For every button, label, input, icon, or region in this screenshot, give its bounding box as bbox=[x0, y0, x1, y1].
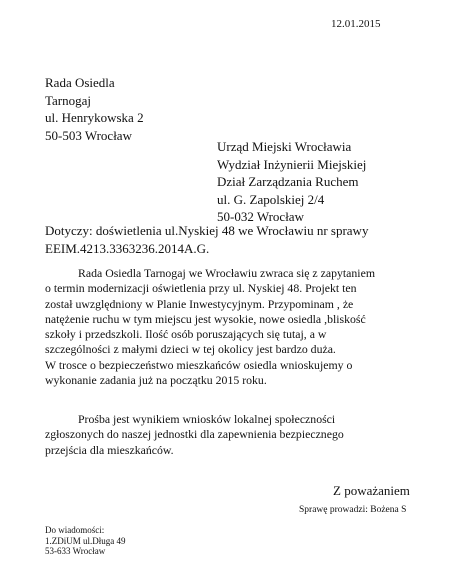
recipient-line: Wydział Inżynierii Miejskiej bbox=[217, 156, 367, 172]
body-line: przejścia dla mieszkańców. bbox=[45, 442, 174, 457]
subject-text: EEIM.4213.3363236.2014A.G. bbox=[45, 240, 210, 256]
recipient-line: ul. G. Zapolskiej 2/4 bbox=[217, 191, 325, 207]
recipient-line: Dział Zarządzania Ruchem bbox=[217, 174, 359, 190]
sender-line: ul. Henrykowska 2 bbox=[45, 110, 144, 126]
sender-line: Tarnogaj bbox=[45, 92, 92, 108]
body-line: szkoły i przedszkoli. Ilość osób poruszających się tutaj, a w bbox=[45, 327, 327, 342]
body-line: szczególności z małymi dzieci w tej okolicy jest bardzo duża. bbox=[45, 342, 336, 357]
letter-date: 12.01.2015 bbox=[331, 18, 381, 30]
body-line: wykonanie zadania już na początku 2015 roku. bbox=[45, 373, 267, 388]
cc-list bbox=[45, 525, 126, 557]
body-line: zgłoszonych do naszej jednostki dla zapewnienia bezpiecznego bbox=[45, 427, 344, 442]
recipient-address bbox=[217, 138, 366, 226]
body-line: o termin modernizacji oświetlenia przy ul. Nyskiej 48. Projekt ten bbox=[45, 281, 357, 296]
body-line: natężenie ruchu w tym miejscu jest wysokie, nowe osiedla ,bliskość bbox=[45, 311, 366, 326]
cc-line: 1.ZDiUM ul.Długa 49 bbox=[45, 535, 126, 546]
closing-salutation: Z poważaniem bbox=[333, 483, 410, 498]
recipient-line: 50-032 Wrocław bbox=[217, 209, 304, 225]
sender-line: 50-503 Wrocław bbox=[45, 127, 132, 143]
cc-title: Do wiadomości: bbox=[45, 525, 105, 535]
body-paragraph-1 bbox=[45, 266, 375, 388]
body-line: Prośba jest wynikiem wniosków lokalnej społeczności bbox=[78, 412, 336, 426]
recipient-line: Urząd Miejski Wrocławia bbox=[217, 139, 352, 154]
body-paragraph-2 bbox=[45, 412, 344, 458]
prepared-by: Sprawę prowadzi: Bożena S bbox=[299, 505, 407, 515]
sender-line: Rada Osiedla bbox=[45, 75, 115, 90]
subject-text: Dotyczy: doświetlenia ul.Nyskiej 48 we Wrocławiu nr sprawy bbox=[45, 223, 369, 238]
cc-line: 53-633 Wrocław bbox=[45, 546, 106, 557]
sender-address bbox=[45, 74, 144, 144]
body-line: Rada Osiedla Tarnogaj we Wrocławiu zwraca się z zapytaniem bbox=[78, 266, 375, 280]
subject-line bbox=[45, 222, 368, 257]
body-line: został uwzględniony w Planie Inwestycyjnym. Przypominam , że bbox=[45, 296, 354, 311]
body-line: W trosce o bezpieczeństwo mieszkańców osiedla wnioskujemy o bbox=[45, 357, 353, 372]
